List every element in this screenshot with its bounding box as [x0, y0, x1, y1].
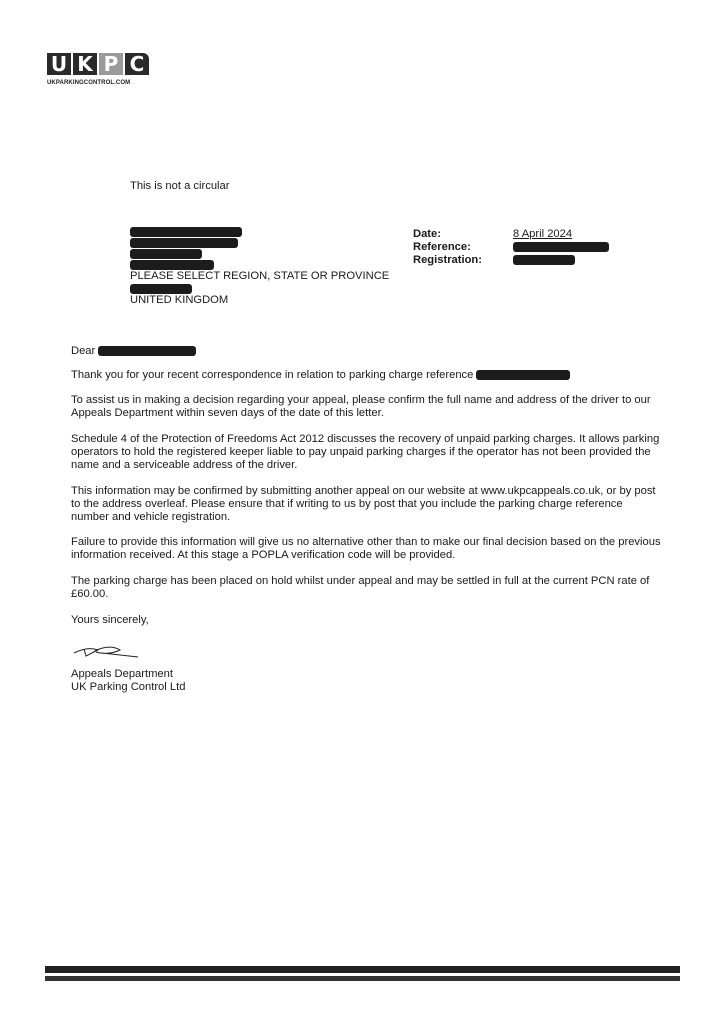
recipient-address [130, 226, 400, 307]
signature-image [72, 641, 142, 663]
redacted-address-line [130, 283, 400, 294]
registration-label: Registration: [413, 254, 482, 266]
logo-letter-k: K [73, 53, 97, 75]
logo-subtitle: UKPARKINGCONTROL.COM [47, 80, 131, 86]
not-circular-notice: This is not a circular [130, 180, 230, 192]
date-label: Date: [413, 228, 441, 240]
reference-label: Reference: [413, 241, 471, 253]
footer-rule-bottom [45, 976, 680, 981]
redacted-name [98, 346, 196, 356]
paragraph-1 [71, 369, 661, 382]
signatory-department: Appeals Department [71, 668, 173, 680]
footer-rule-top [45, 966, 680, 973]
address-region: PLEASE SELECT REGION, STATE OR PROVINCE [130, 270, 390, 282]
redacted-pcn-reference [476, 370, 570, 380]
signatory-company: UK Parking Control Ltd [71, 681, 186, 693]
redacted-registration [513, 255, 575, 265]
address-country: UNITED KINGDOM [130, 294, 229, 306]
paragraph-6: The parking charge has been placed on hold whilst under appeal and may be settled in full at the current PCN rate of £60.00. [71, 575, 650, 600]
paragraph-5: Failure to provide this information will give us no alternative other than to make our final decision based on the previous information received. At this stage a POPLA verification code will be provided. [71, 536, 661, 561]
paragraph-2: To assist us in making a decision regarding your appeal, please confirm the full name and address of the driver to our Appeals Department within seven days of the date of this letter. [71, 394, 651, 419]
paragraph-4: This information may be confirmed by submitting another appeal on our website at www.ukpcappeals.co.uk, or by post to the address overleaf. Please ensure that if writing to us by post that you include the parking charge reference number and vehicle registration. [71, 485, 656, 523]
letter-meta [413, 228, 609, 267]
redacted-address-line [130, 226, 400, 237]
logo-letter-p: P [99, 53, 123, 75]
redacted-address-line [130, 259, 400, 270]
date-value: 8 April 2024 [513, 228, 573, 240]
logo-letter-u: U [47, 53, 71, 75]
paragraph-3: Schedule 4 of the Protection of Freedoms Act 2012 discusses the recovery of unpaid parking charges. It allows parking operators to hold the registered keeper liable to pay unpaid parking charges if the operator has not been provided the name and a serviceable address of the driver. [71, 433, 660, 471]
redacted-address-line [130, 248, 400, 259]
ukpc-logo [47, 53, 149, 90]
closing: Yours sincerely, [71, 614, 149, 626]
redacted-reference [513, 242, 609, 252]
salutation-text: Dear [71, 345, 96, 357]
salutation [71, 345, 661, 358]
logo-letter-c: C [125, 53, 149, 75]
redacted-address-line [130, 237, 400, 248]
paragraph-1-text: Thank you for your recent correspondence in relation to parking charge reference [71, 369, 474, 381]
